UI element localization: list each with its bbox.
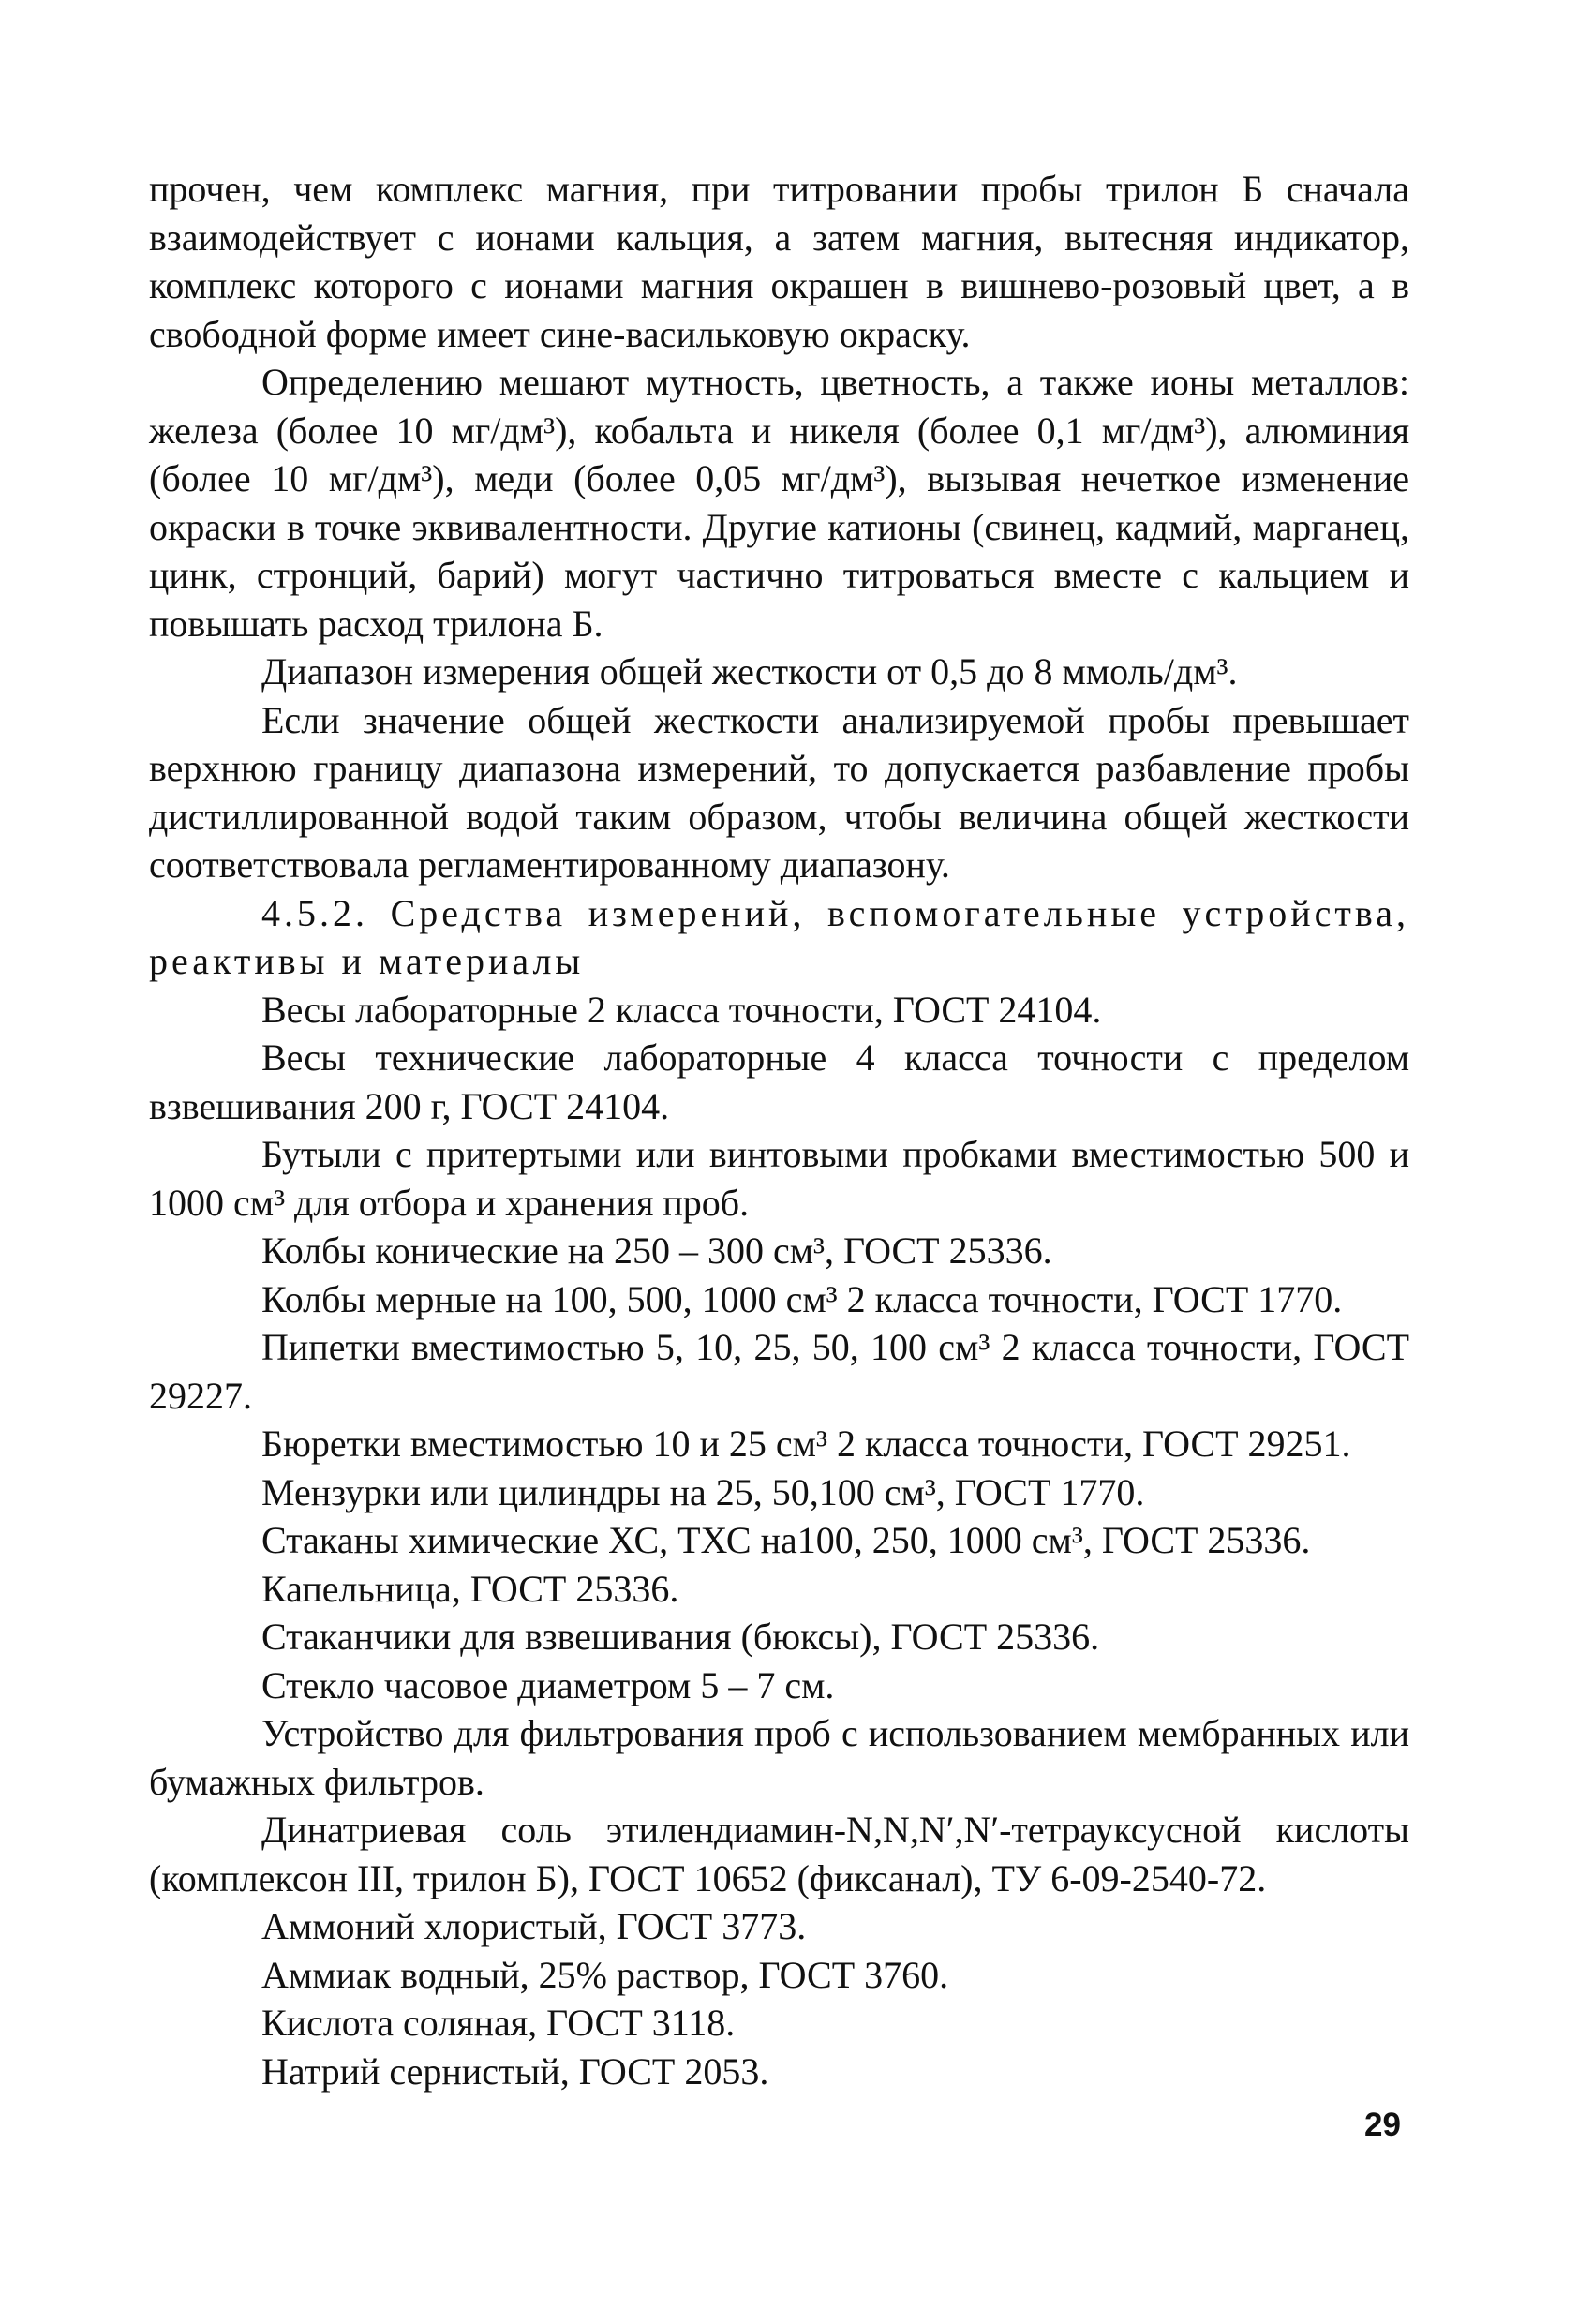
section-heading: 4.5.2. Средства измерений, вспомогательные устройства, реактивы и материалы: [149, 891, 1409, 982]
list-item: Пипетки вместимостью 5, 10, 25, 50, 100 см³ 2 класса точности, ГОСТ 29227.: [149, 1326, 1409, 1417]
paragraph-measurement-range: Диапазон измерения общей жесткости от 0,5 до 8 ммоль/дм³.: [261, 650, 1238, 693]
paragraph-dilution: Если значение общей жесткости анализируемой пробы превышает верхнюю границу диапазона измерений, то допускается разбавление пробы дистиллированной водой таким образом, чтобы величина общей жесткости соответствовала регламентированному диапазону.: [149, 698, 1409, 886]
list-item: Бюретки вместимостью 10 и 25 см³ 2 класса точности, ГОСТ 29251.: [261, 1423, 1351, 1465]
list-item: Устройство для фильтрования проб с использованием мембранных или бумажных фильтров.: [149, 1712, 1409, 1803]
list-item: Колбы мерные на 100, 500, 1000 см³ 2 класса точности, ГОСТ 1770.: [261, 1277, 1343, 1320]
list-item: Весы лабораторные 2 класса точности, ГОСТ 24104.: [261, 988, 1102, 1031]
list-item: Натрий сернистый, ГОСТ 2053.: [261, 2049, 769, 2093]
page-number: 29: [1364, 2107, 1401, 2143]
list-item: Весы технические лабораторные 4 класса точности с пределом взвешивания 200 г, ГОСТ 24104.: [149, 1036, 1409, 1127]
list-item: Стаканы химические ХС, ТХС на100, 250, 1000 см³, ГОСТ 25336.: [261, 1519, 1311, 1561]
list-item: Капельница, ГОСТ 25336.: [261, 1567, 679, 1610]
paragraph-interferences: Определению мешают мутность, цветность, а также ионы металлов: железа (более 10 мг/дм³), кобальта и никеля (более 0,1 мг/дм³), алюминия (более 10 мг/дм³), меди (более 0,05 мг/дм³), вызывая нечеткое изменение окраски в точке эквивалентности. Другие катионы (свинец, кадмий, марганец, цинк, стронций, барий) могут частично титроваться вместе с кальцием и повышать расход трилона Б.: [149, 361, 1409, 645]
list-item: Динатриевая соль этилендиамин-N,N,N′,N′-тетрауксусной кислоты (комплексон III, трилон Б), ГОСТ 10652 (фиксанал), ТУ 6-09-2540-72.: [149, 1809, 1409, 1899]
paragraph-complex-titration: прочен, чем комплекс магния, при титровании пробы трилон Б сначала взаимодействует с ионами кальция, а затем магния, вытесняя индикатор, комплекс которого с ионами магния окрашен в вишнево-розовый цвет, а в свободной форме имеет сине-васильковую окраску.: [149, 168, 1409, 355]
list-item: Аммоний хлористый, ГОСТ 3773.: [261, 1905, 807, 1947]
body-text: [149, 165, 1409, 2095]
list-item: Колбы конические на 250 – 300 см³, ГОСТ 25336.: [261, 1229, 1052, 1272]
list-item: Стекло часовое диаметром 5 – 7 см.: [261, 1663, 835, 1706]
list-item: Бутыли с притертыми или винтовыми пробками вместимостью 500 и 1000 см³ для отбора и хранения проб.: [149, 1133, 1409, 1224]
list-item: Мензурки или цилиндры на 25, 50,100 см³, ГОСТ 1770.: [261, 1470, 1145, 1513]
list-item: Кислота соляная, ГОСТ 3118.: [261, 2002, 736, 2044]
list-item: Стаканчики для взвешивания (бюксы), ГОСТ 25336.: [261, 1616, 1100, 1658]
list-item: Аммиак водный, 25% раствор, ГОСТ 3760.: [261, 1953, 949, 1996]
